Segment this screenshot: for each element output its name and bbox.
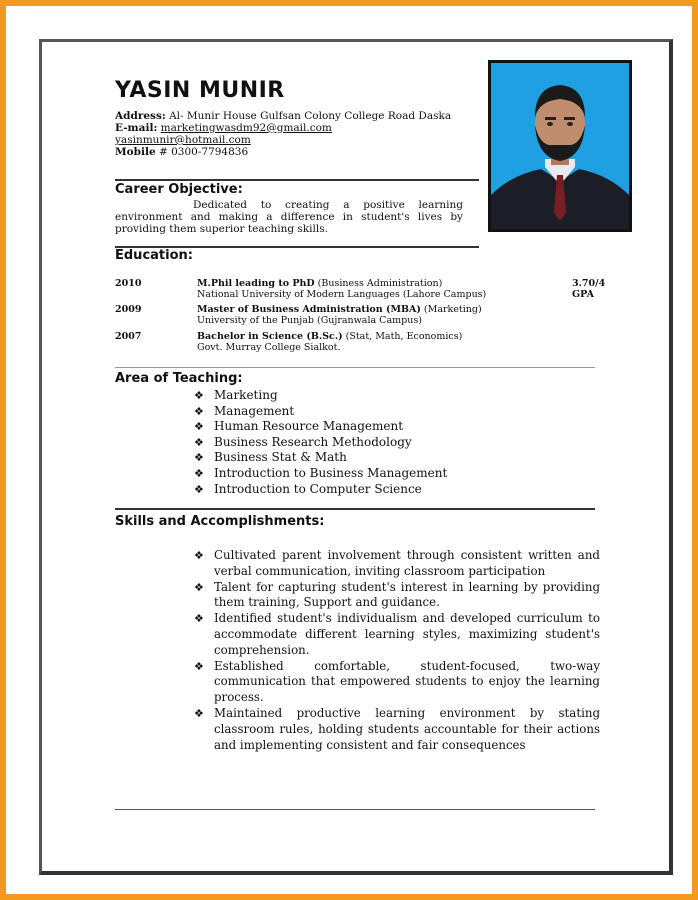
education-degree: Bachelor in Science (B.Sc.) [197, 331, 343, 342]
education-rule [115, 367, 595, 368]
career-rule-top [115, 179, 479, 181]
list-item: ❖ Marketing [192, 388, 447, 404]
education-field: (Business Administration) [314, 278, 443, 289]
list-item: ❖ Cultivated parent involvement through consistent written and verbal communication, inviting classroom participation [192, 548, 600, 580]
candidate-name: YASIN MUNIR [115, 78, 285, 103]
resume-sheet [39, 39, 673, 875]
teaching-heading: Area of Teaching: [115, 371, 243, 386]
education-year: 2007 [115, 331, 142, 342]
email-link-1[interactable]: marketingwasdm92@gmail.com [160, 122, 332, 134]
address-line [115, 110, 467, 122]
career-objective-heading: Career Objective: [115, 182, 243, 197]
mobile-label: Mobile [115, 146, 156, 158]
email-link-2[interactable]: yasinmunir@hotmail.com [115, 134, 251, 146]
education-school: National University of Modern Languages (Lahore Campus) [197, 289, 487, 300]
education-field: (Marketing) [420, 304, 482, 315]
education-year: 2009 [115, 304, 142, 315]
list-item: ❖ Introduction to Computer Science [192, 482, 447, 498]
list-item: ❖ Talent for capturing student's interest in learning by providing them training, Support and guidance. [192, 580, 600, 612]
teaching-rule [115, 508, 595, 510]
contact-block [115, 110, 467, 158]
career-objective-text: Dedicated to creating a positive learning environment and making a difference in student's lives by providing them superior teaching skills. [115, 199, 463, 235]
education-field: (Stat, Math, Economics) [342, 331, 463, 342]
list-item: ❖ Identified student's individualism and developed curriculum to accommodate different learning styles, maximizing student's comprehension. [192, 611, 600, 658]
education-year: 2010 [115, 278, 142, 289]
skills-list [192, 548, 600, 753]
person-portrait-icon [488, 60, 632, 232]
list-item: ❖ Business Research Methodology [192, 435, 447, 451]
education-degree: M.Phil leading to PhD [197, 278, 315, 289]
email-label: E-mail: [115, 122, 158, 134]
list-item: ❖ Management [192, 404, 447, 420]
education-school: Govt. Murray College Sialkot. [197, 342, 341, 353]
teaching-list [192, 388, 447, 497]
address-label: Address: [115, 110, 166, 122]
education-school: University of the Punjab (Gujranwala Campus) [197, 315, 422, 326]
skills-heading: Skills and Accomplishments: [115, 514, 325, 529]
list-item: ❖ Established comfortable, student-focused, two-way communication that empowered students to enjoy the learning process. [192, 659, 600, 706]
list-item: ❖ Introduction to Business Management [192, 466, 447, 482]
education-gpa: 3.70/4 GPA [572, 278, 606, 300]
address-value: Al- Munir House Gulfsan Colony College Road Daska [165, 110, 452, 122]
email-line [115, 122, 467, 134]
mobile-line [115, 146, 467, 158]
education-degree: Master of Business Administration (MBA) [197, 304, 421, 315]
education-heading: Education: [115, 248, 193, 263]
list-item: ❖ Maintained productive learning environment by stating classroom rules, holding students accountable for their actions and implementing consistent and fair consequences [192, 706, 600, 753]
bottom-rule [115, 809, 595, 810]
mobile-value: # 0300-7794836 [155, 146, 249, 158]
list-item: ❖ Human Resource Management [192, 419, 447, 435]
list-item: ❖ Business Stat & Math [192, 450, 447, 466]
